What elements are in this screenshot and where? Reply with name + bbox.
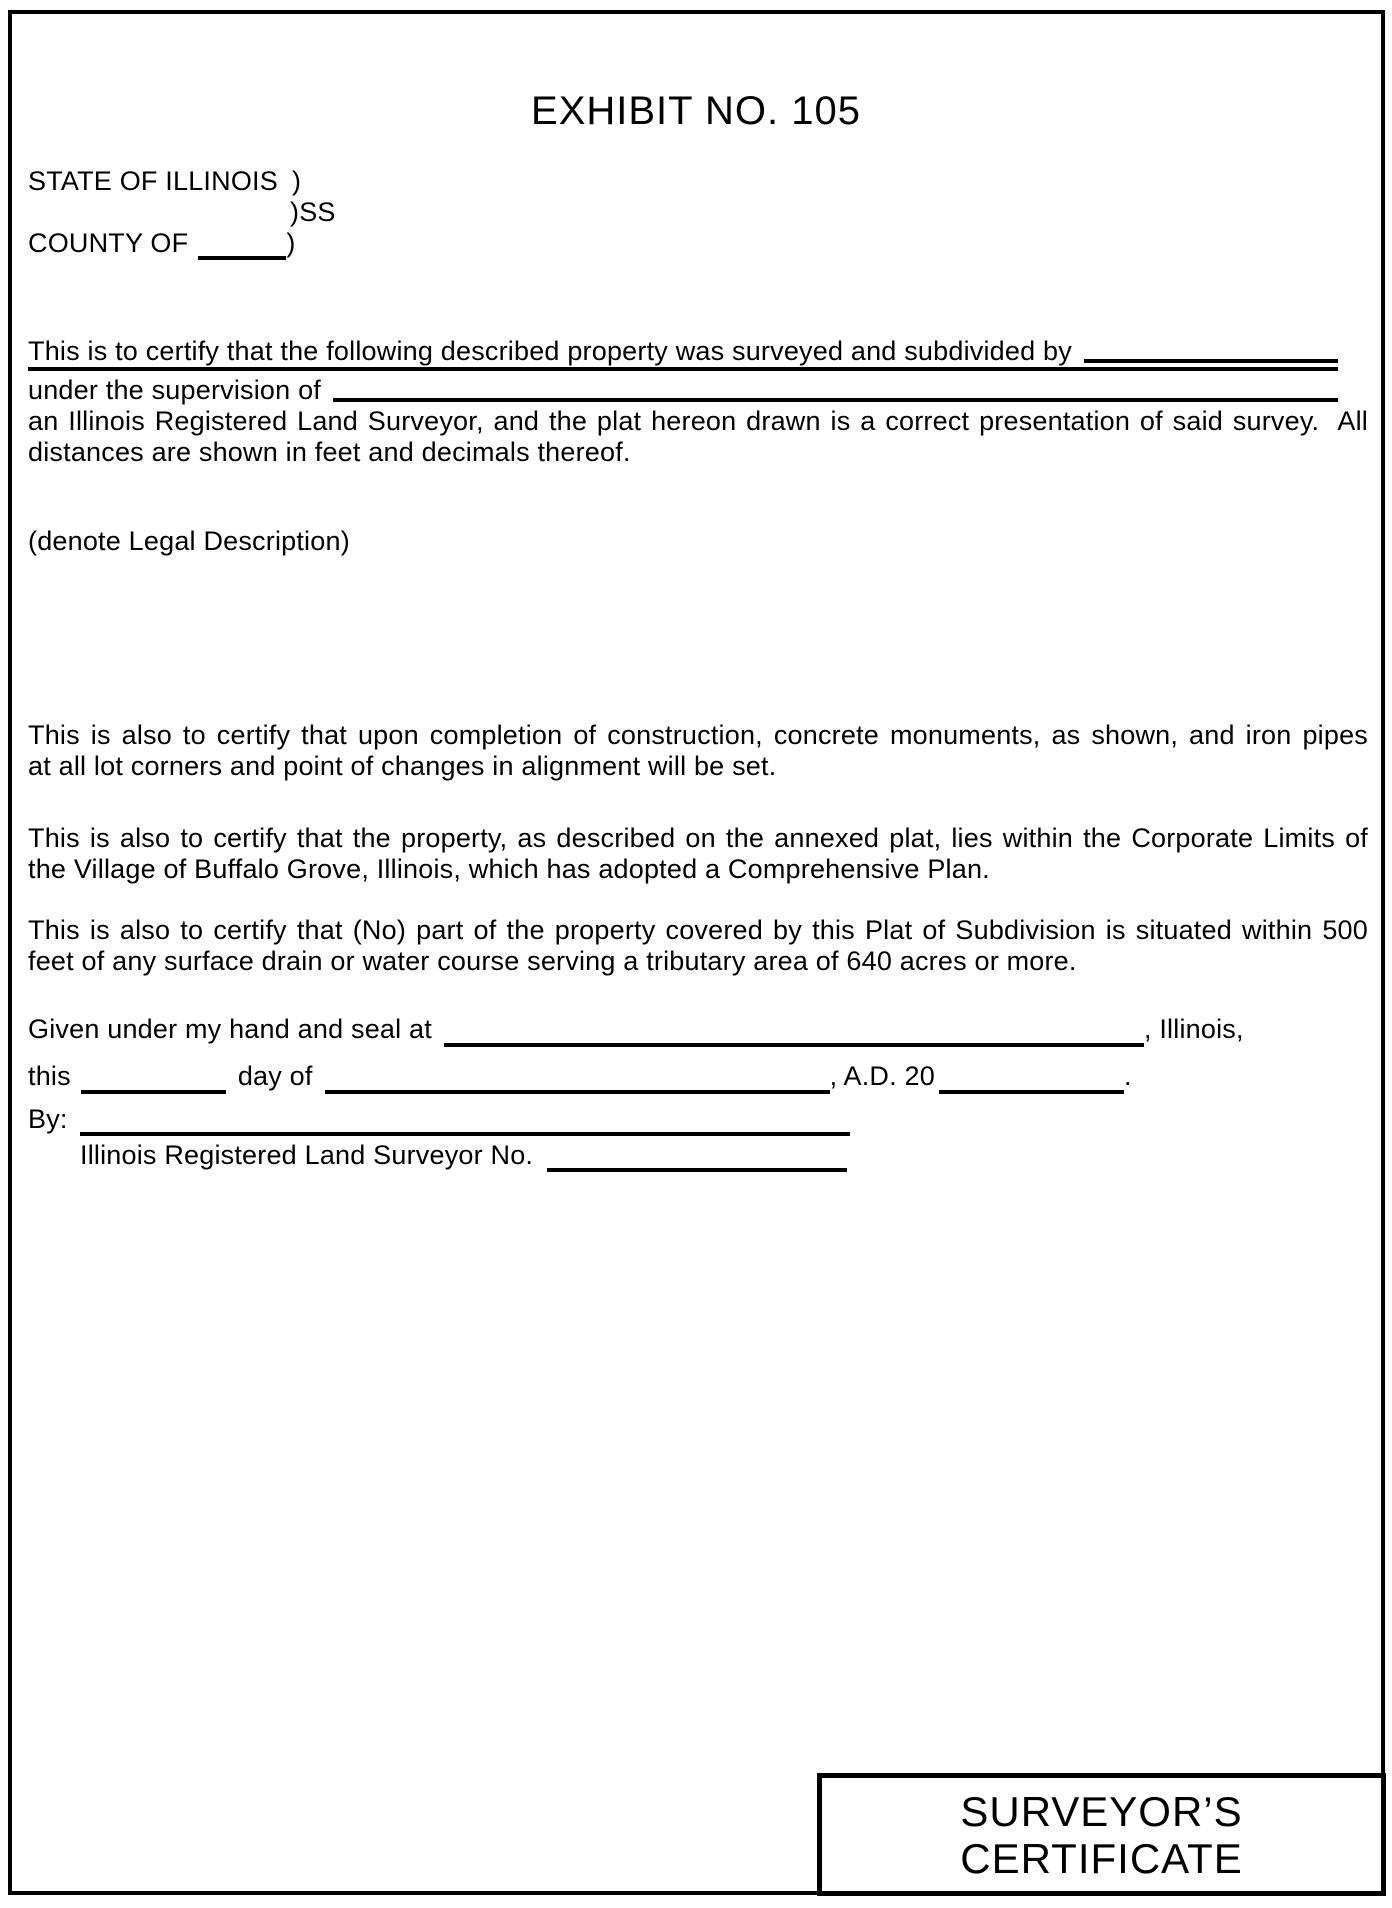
drainage-paragraph bbox=[28, 915, 1368, 977]
jurat-block bbox=[28, 166, 336, 260]
execution-date-line bbox=[28, 1053, 1368, 1100]
jurat-state-line bbox=[28, 166, 336, 197]
by-label-text: By: bbox=[28, 1104, 68, 1134]
jurat-county-paren: ) bbox=[286, 228, 296, 258]
jurat-county-line bbox=[28, 228, 336, 260]
corporate-limits-line-1: This is also to certify that the property, as described on the annexed plat, lies within the Corporate Limits of bbox=[28, 823, 1368, 853]
signature-block bbox=[28, 1101, 1368, 1173]
certification-line-1-text: This is to certify that the following described property was surveyed and subdivided by bbox=[28, 336, 1072, 366]
license-label-text: Illinois Registered Land Surveyor No. bbox=[80, 1140, 534, 1170]
corner-title-line-1: SURVEYOR’S bbox=[960, 1787, 1243, 1835]
ad-20-text: , A.D. 20 bbox=[829, 1061, 935, 1091]
corporate-limits-paragraph bbox=[28, 823, 1368, 885]
license-number-blank-line bbox=[547, 1158, 847, 1172]
legal-description-note: (denote Legal Description) bbox=[28, 526, 350, 556]
county-blank-line bbox=[198, 246, 286, 260]
certification-line-1 bbox=[28, 336, 1368, 367]
signature-blank-line bbox=[80, 1122, 850, 1136]
surveyed-by-blank-line bbox=[1084, 359, 1338, 363]
drainage-line-2: feet of any surface drain or water course serving a tributary area of 640 acres or more. bbox=[28, 946, 1077, 976]
jurat-ss-line: )SS bbox=[290, 197, 336, 227]
monuments-line-1: This is also to certify that upon completion of construction, concrete monuments, as shown, and iron pipes bbox=[28, 720, 1368, 750]
corner-title-block bbox=[817, 1773, 1386, 1896]
execution-place-line bbox=[28, 1006, 1368, 1053]
drainage-line-1: This is also to certify that (No) part of the property covered by this Plat of Subdivision is situated within 500 bbox=[28, 915, 1368, 945]
supervision-blank-line bbox=[333, 398, 1338, 402]
corner-title-line-2: CERTIFICATE bbox=[960, 1834, 1243, 1882]
jurat-county-text: COUNTY OF bbox=[28, 228, 189, 258]
month-blank-line bbox=[325, 1080, 830, 1094]
year-blank-line bbox=[939, 1080, 1124, 1094]
certification-line-4: an Illinois Registered Land Surveyor, and the plat hereon drawn is a correct presentation of said survey. All bbox=[28, 406, 1368, 436]
period-text: . bbox=[1123, 1061, 1132, 1091]
certification-line-3 bbox=[28, 375, 1368, 406]
monuments-line-2: at all lot corners and point of changes in alignment will be set. bbox=[28, 751, 777, 781]
signature-by-line bbox=[28, 1101, 1368, 1137]
surveyed-by-continuation-blank-line bbox=[28, 367, 1338, 371]
day-number-blank-line bbox=[81, 1080, 226, 1094]
corporate-limits-line-2: the Village of Buffalo Grove, Illinois, which has adopted a Comprehensive Plan. bbox=[28, 854, 990, 884]
monuments-paragraph bbox=[28, 720, 1368, 782]
day-of-text: day of bbox=[237, 1061, 313, 1091]
certification-line-5: distances are shown in feet and decimals thereof. bbox=[28, 437, 631, 467]
jurat-state-paren: ) bbox=[291, 166, 302, 196]
supervision-of-text: under the supervision of bbox=[28, 375, 321, 405]
jurat-state-text: STATE OF ILLINOIS bbox=[28, 166, 278, 196]
given-prefix-text: Given under my hand and seal at bbox=[28, 1014, 432, 1044]
execution-block bbox=[28, 1006, 1368, 1100]
given-suffix-text: , Illinois, bbox=[1143, 1014, 1244, 1044]
page-title: EXHIBIT NO. 105 bbox=[531, 89, 861, 133]
license-number-line bbox=[80, 1137, 1368, 1173]
certification-paragraph bbox=[28, 336, 1368, 468]
this-label-text: this bbox=[28, 1061, 71, 1091]
certification-line-2 bbox=[28, 367, 1368, 375]
place-blank-line bbox=[444, 1033, 1144, 1047]
